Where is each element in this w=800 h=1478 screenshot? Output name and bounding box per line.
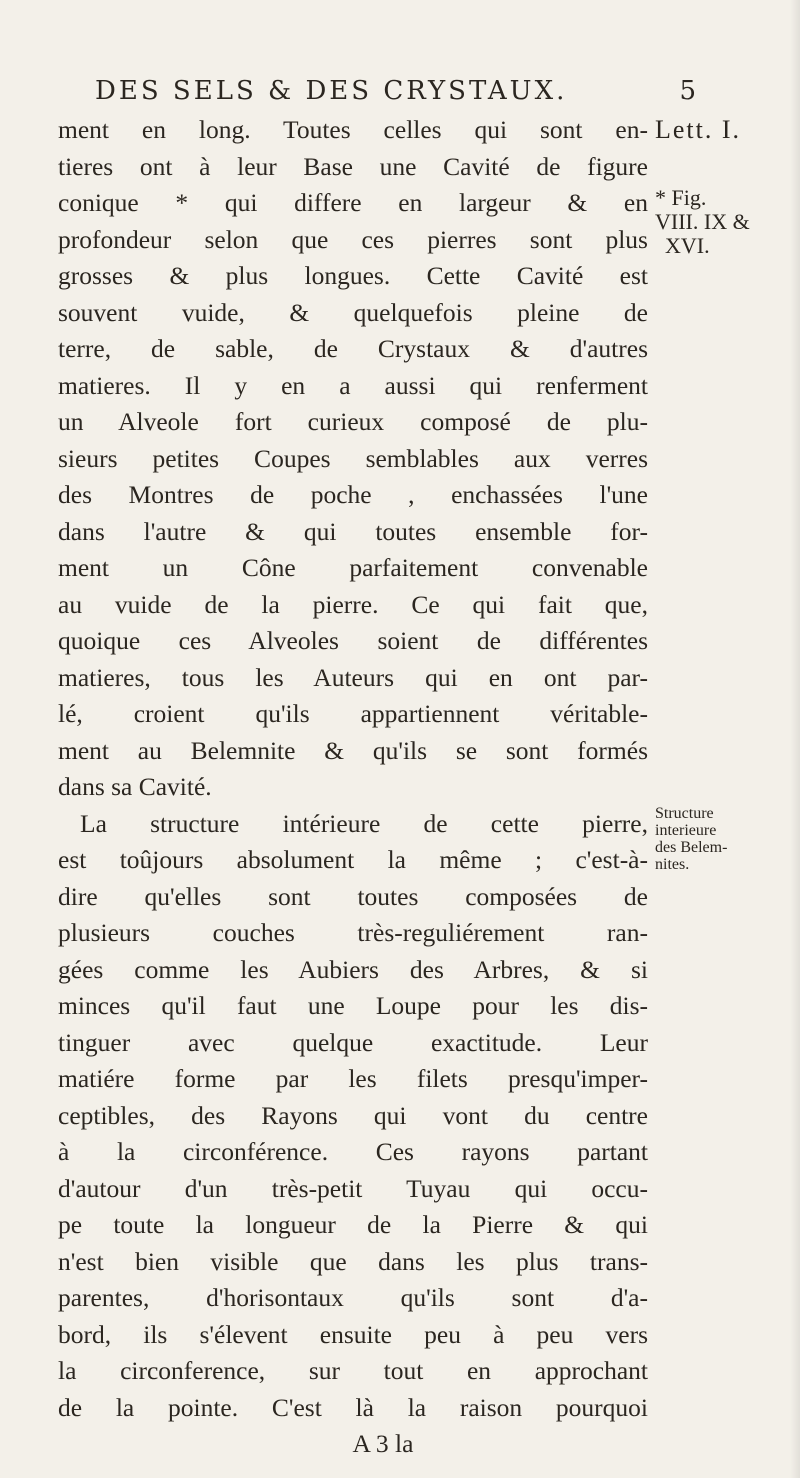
text-line: la circonference, sur tout en approchant bbox=[58, 1356, 648, 1385]
text-line: dans sa Cavité. bbox=[58, 772, 212, 801]
text-line: matieres. Il y en a aussi qui renferment bbox=[58, 370, 648, 400]
margin-note-line: interieure bbox=[655, 822, 717, 839]
text-line: au vuide de la pierre. Ce qui fait que, bbox=[58, 589, 648, 619]
text-line: à la circonférence. Ces rayons partant bbox=[58, 1137, 648, 1166]
page-edge-shadow bbox=[790, 0, 800, 1478]
text-line: bord, ils s'élevent ensuite peu à peu vers bbox=[58, 1319, 648, 1349]
text-line: plusieurs couches très-reguliérement ran- bbox=[58, 918, 648, 947]
text-line: ment au Belemnite & qu'ils se sont formés bbox=[58, 735, 648, 765]
text-line: un Alveole fort curieux composé de plu- bbox=[58, 407, 648, 436]
margin-note-line: VIII. IX & bbox=[655, 209, 750, 234]
catchword: la bbox=[395, 1429, 414, 1458]
text-line: pe toute la longueur de la Pierre & qui bbox=[58, 1210, 648, 1239]
page-number: 5 bbox=[679, 76, 699, 106]
page-footer bbox=[58, 1426, 648, 1463]
text-line: n'est bien visible que dans les plus trans- bbox=[58, 1246, 648, 1276]
margin-note-line: nites. bbox=[655, 856, 690, 873]
text-line: La structure intérieure de cette pierre, bbox=[80, 808, 648, 838]
text-line: gées comme les Aubiers des Arbres, & si bbox=[58, 954, 648, 984]
text-line: parentes, d'horisontaux qu'ils sont d'a- bbox=[58, 1283, 648, 1312]
margin-note-line: * Fig. bbox=[655, 185, 707, 210]
text-line: conique * qui differe en largeur & en bbox=[58, 188, 648, 217]
text-line: minces qu'il faut une Loupe pour les dis- bbox=[58, 991, 648, 1020]
text-line: quoique ces Alveoles soient de différentes bbox=[58, 626, 648, 655]
text-line: d'autour d'un très-petit Tuyau qui occu- bbox=[58, 1173, 648, 1203]
text-line: ment un Cône parfaitement convenable bbox=[58, 553, 648, 582]
text-line: grosses & plus longues. Cette Cavité est bbox=[58, 261, 648, 290]
margin-note-line: Structure bbox=[655, 805, 714, 822]
text-line: lé, croient qu'ils appartiennent véritable- bbox=[58, 699, 648, 728]
text-line: sieurs petites Coupes semblables aux verres bbox=[58, 443, 648, 473]
text-line: matiére forme par les filets presqu'imper- bbox=[58, 1064, 648, 1093]
body-text bbox=[58, 112, 648, 1463]
text-line: profondeur selon que ces pierres sont plus bbox=[58, 224, 648, 254]
text-line: des Montres de poche , enchassées l'une bbox=[58, 480, 648, 509]
text-line: est toûjours absolument la même ; c'est-à- bbox=[58, 845, 648, 874]
text-line: terre, de sable, de Crystaux & d'autres bbox=[58, 334, 648, 363]
text-line: dire qu'elles sont toutes composées de bbox=[58, 881, 648, 911]
signature-mark: A 3 bbox=[352, 1429, 389, 1458]
running-head bbox=[95, 76, 699, 106]
text-line: ceptibles, des Rayons qui vont du centre bbox=[58, 1100, 648, 1130]
text-line: ment en long. Toutes celles qui sont en- bbox=[58, 115, 648, 144]
text-line: souvent vuide, & quelquefois pleine de bbox=[58, 297, 648, 327]
margin-note-letter-ref bbox=[655, 115, 795, 258]
margin-note-line: des Belem- bbox=[655, 839, 728, 856]
running-head-title: DES SELS & DES CRYSTAUX. bbox=[95, 76, 568, 106]
margin-note-line: Lett. I. bbox=[655, 115, 742, 144]
text-line: matieres, tous les Auteurs qui en ont par- bbox=[58, 662, 648, 692]
text-line: de la pointe. C'est là la raison pourquoi bbox=[58, 1392, 648, 1422]
text-line: dans l'autre & qui toutes ensemble for- bbox=[58, 516, 648, 546]
text-line: tinguer avec quelque exactitude. Leur bbox=[58, 1027, 648, 1057]
margin-note-line: XVI. bbox=[665, 233, 710, 258]
text-line: tieres ont à leur Base une Cavité de figure bbox=[58, 151, 648, 181]
margin-note-structure bbox=[655, 805, 795, 873]
